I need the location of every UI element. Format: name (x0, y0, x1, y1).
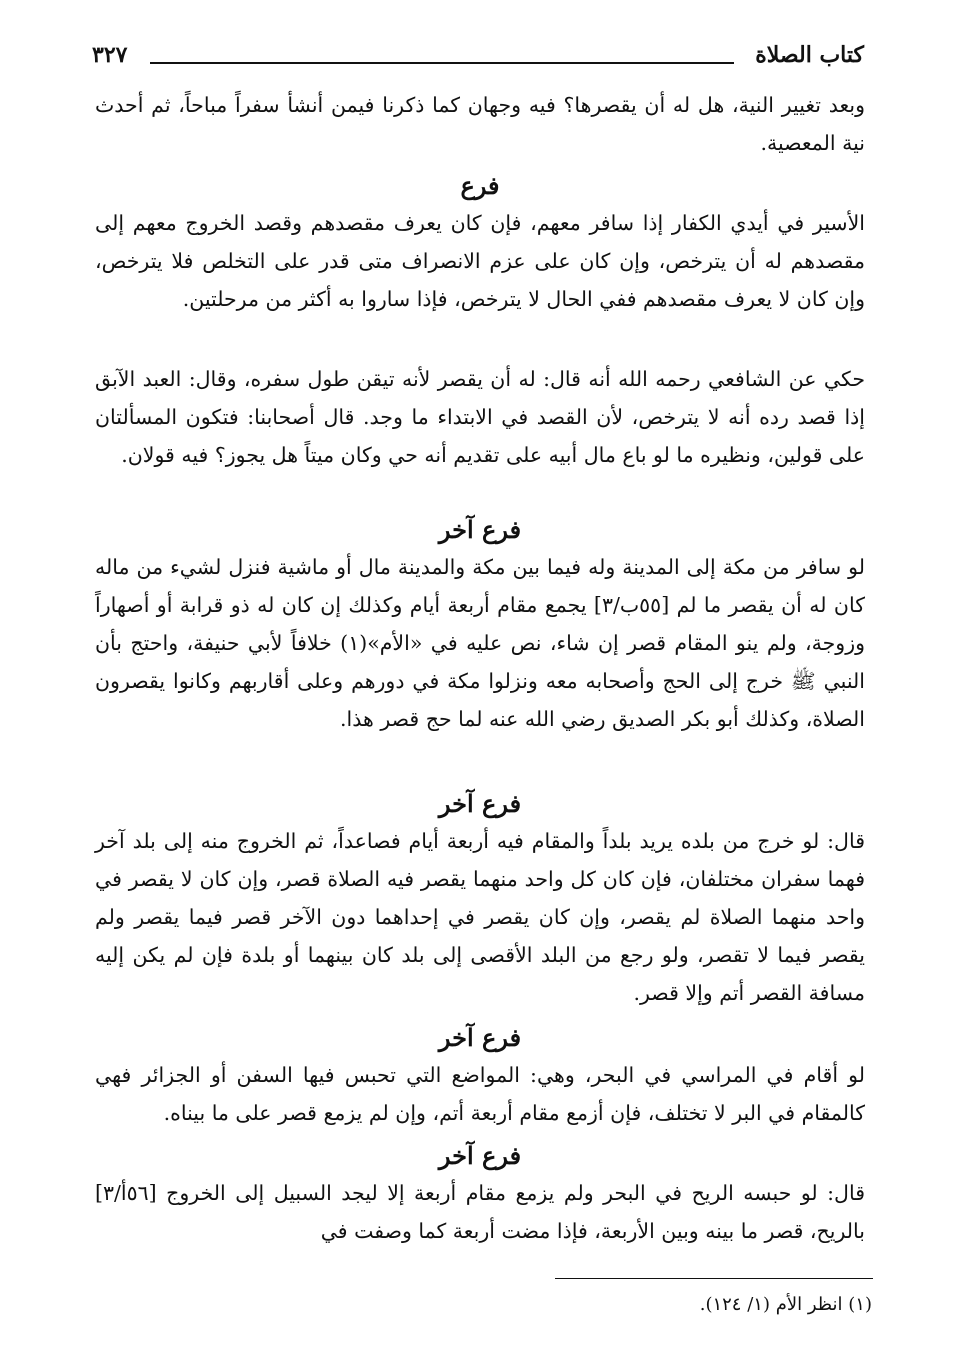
section-heading-1: فرع (460, 171, 500, 200)
section-4-paragraph: لو أقام في المراسي في البحر، وهي: المواضع التي تحبس فيها السفن أو الجزائر فهي كالمقام في البر لا تختلف، فإن أزمع مقام أربعة أتم، وإن لم يزمع قصر على ما بيناه. (95, 1063, 865, 1125)
page-number: ٣٢٧ (92, 42, 128, 68)
section-heading-2: فرع آخر (438, 515, 522, 544)
section-heading-4: فرع آخر (438, 1023, 522, 1052)
section-heading-3: فرع آخر (438, 789, 522, 818)
footnote-separator (555, 1278, 873, 1279)
section-1-paragraph-2: حكي عن الشافعي رحمه الله أنه قال: له أن يقصر لأنه تيقن طول سفره، وقال: العبد الآبق إذا قصد رده أنه لا يترخص، لأن القصد في الابتداء ما وجد. قال أصحابنا: فتكون المسألتان على قولين، ونظيره ما لو باع مال أبيه على تقديم أنه حي وكان ميتاً هل يجوز؟ فيه قولان. (95, 367, 865, 467)
chapter-title: كتاب الصلاة (755, 42, 864, 68)
section-1-paragraph-1: الأسير في أيدي الكفار إذا سافر معهم، فإن كان يعرف مقصدهم وقصد الخروج معهم إلى مقصدهم له أن يترخص، وإن كان على عزم الانصراف متى قدر على التخلص فلا يترخص، وإن كان لا يعرف مقصدهم ففي الحال لا يترخص، فإذا ساروا به أكثر من مرحلتين. (95, 211, 865, 311)
header-rule (150, 62, 734, 64)
page-header (92, 40, 864, 80)
footnote: (١) انظر الأم (١/ ١٢٤). (699, 1294, 872, 1315)
section-2-paragraph: لو سافر من مكة إلى المدينة وله فيما بين مكة والمدينة مال أو ماشية فنزل لشيء من ماله كان له أن يقصر ما لم [٥٥ب/٣] يجمع مقام أربعة أيام وكذلك إن كان له ذو قرابة أو أصهاراً وزوجة، ولم ينو المقام قصر إن شاء، نص عليه في «الأم»(١) خلافاً لأبي حنيفة، واحتج بأن النبي ﷺ خرج إلى الحج وأصحابه معه ونزلوا مكة في دورهم وعلى أقاربهم وكانوا يقصرون الصلاة، وكذلك أبو بكر الصديق رضي الله عنه لما حج قصر هذا. (95, 555, 865, 731)
section-heading-5: فرع آخر (438, 1141, 522, 1170)
intro-paragraph: وبعد تغيير النية، هل له أن يقصرها؟ فيه وجهان كما ذكرنا فيمن أنشأ سفراً مباحاً، ثم أحدث نية المعصية. (95, 93, 865, 155)
section-3-paragraph: قال: لو خرج من بلده يريد بلداً والمقام فيه أربعة أيام فصاعداً، ثم الخروج منه إلى بلد آخر فهما سفران مختلفان، فإن كان كل واحد منهما يقصر فيه الصلاة قصر، وإن كان لا يقصر في واحد منهما الصلاة لم يقصر، وإن كان يقصر في إحداهما دون الآخر قصر فيما يقصر ولم يقصر فيما لا تقصر، ولو رجع من البلد الأقصى إلى بلد كان بينهما أو بلدة فإن لم يكن إليه مسافة القصر أتم وإلا قصر. (95, 829, 865, 1005)
section-5-paragraph: قال: لو حبسه الريح في البحر ولم يزمع مقام أربعة إلا ليجد السبيل إلى الخروج [٥٦أ/٣] بالريح، قصر ما بينه وبين الأربعة، فإذا مضت أربعة كما وصفت في (95, 1181, 865, 1243)
